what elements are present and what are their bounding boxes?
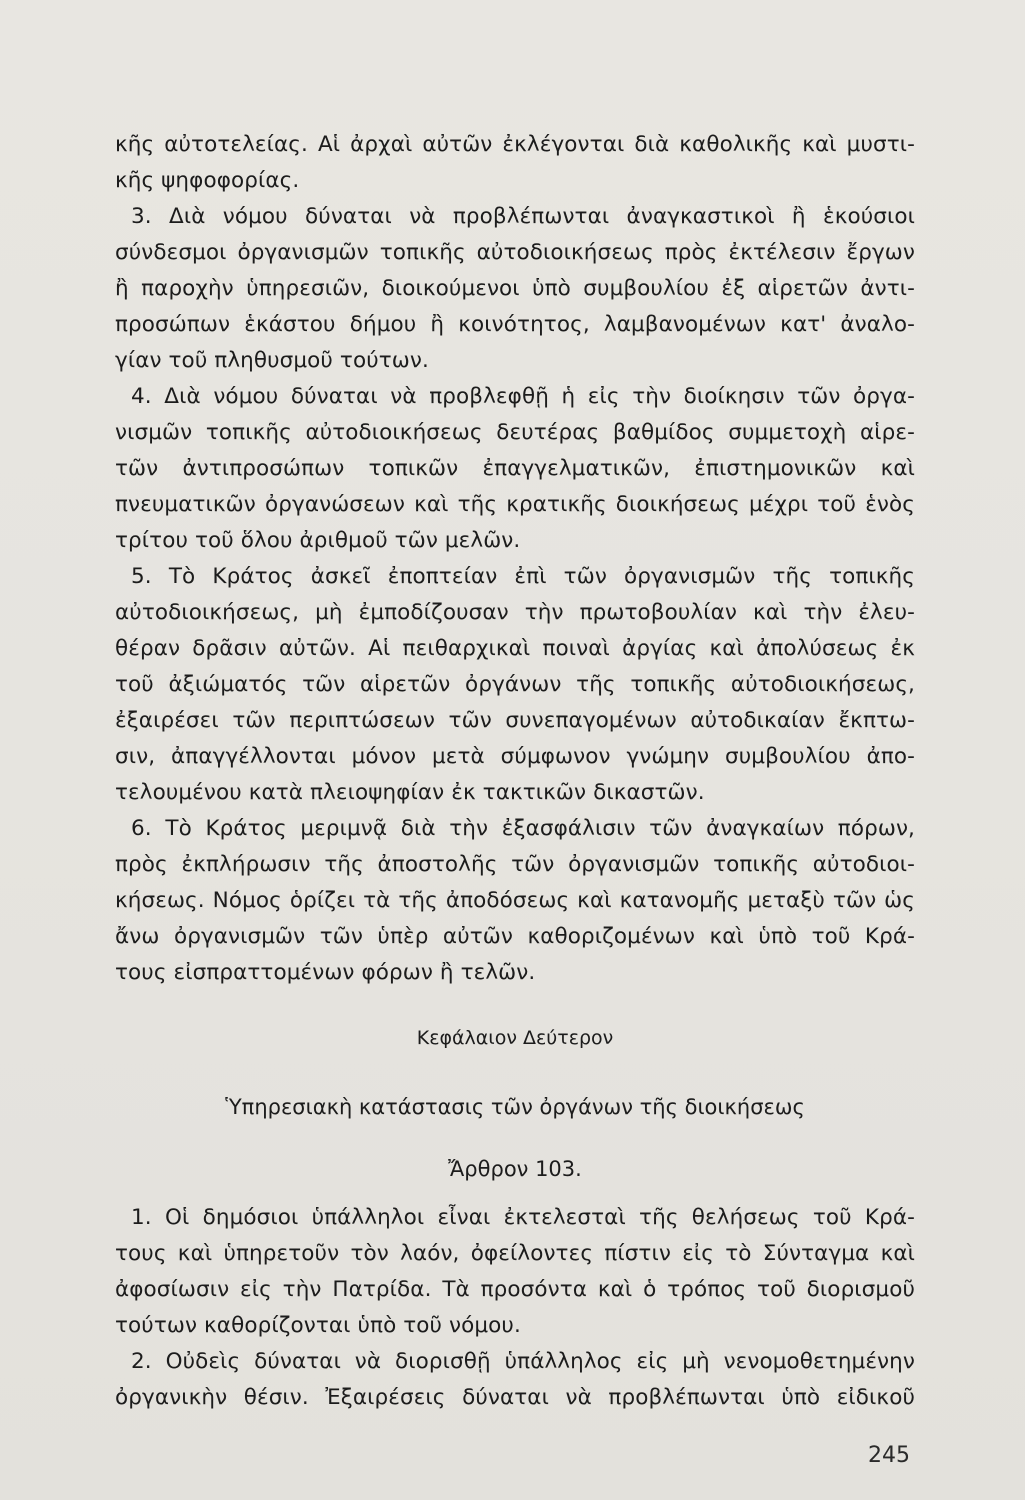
- text-line: κῆς ψηφοφορίας.: [115, 168, 300, 193]
- paragraph-3-line: γίαν τοῦ πληθυσμοῦ τούτων.: [115, 348, 429, 373]
- paragraph-4-line: τῶν ἀντιπροσώπων τοπικῶν ἐπαγγελματικῶν, ἐπιστημονικῶν καὶ: [115, 456, 915, 481]
- paragraph-5-line: τελουμένου κατὰ πλειοψηφίαν ἐκ τακτικῶν δικαστῶν.: [115, 780, 705, 805]
- paragraph-4-line: πνευματικῶν ὀργανώσεων καὶ τῆς κρατικῆς διοικήσεως μέχρι τοῦ ἑνὸς: [115, 492, 915, 517]
- paragraph-6-line: κήσεως. Νόμος ὁρίζει τὰ τῆς ἀποδόσεως καὶ κατανομῆς μεταξὺ τῶν ὡς: [115, 888, 915, 913]
- paragraph-5-line: σιν, ἀπαγγέλλονται μόνον μετὰ σύμφωνον γνώμην συμβουλίου ἀπο-: [115, 744, 915, 769]
- section-title: Ὑπηρεσιακὴ κατάστασις τῶν ὀργάνων τῆς διοικήσεως: [225, 1095, 805, 1119]
- chapter-heading: Κεφάλαιον Δεύτερον: [416, 1027, 614, 1049]
- paragraph-6-line: τους εἰσπραττομένων φόρων ἢ τελῶν.: [115, 960, 536, 985]
- paragraph-4-line: νισμῶν τοπικῆς αὐτοδιοικήσεως δευτέρας βαθμίδος συμμετοχὴ αἱρε-: [115, 420, 915, 445]
- article-paragraph-1-line: τούτων καθορίζονται ὑπὸ τοῦ νόμου.: [115, 1313, 521, 1338]
- article-paragraph-2-line: 2. Οὐδεὶς δύναται νὰ διορισθῇ ὑπάλληλος εἰς μὴ νενομοθετημένην: [131, 1349, 915, 1374]
- paragraph-3-line: προσώπων ἑκάστου δήμου ἢ κοινότητος, λαμβανομένων κατ' ἀναλο-: [115, 312, 915, 337]
- article-heading: Ἄρθρον 103.: [448, 1157, 582, 1181]
- paragraph-3-line: ἢ παροχὴν ὑπηρεσιῶν, διοικούμενοι ὑπὸ συμβουλίου ἐξ αἱρετῶν ἀντι-: [115, 276, 915, 301]
- paragraph-5-line: αὐτοδιοικήσεως, μὴ ἐμποδίζουσαν τὴν πρωτοβουλίαν καὶ τὴν ἐλευ-: [115, 600, 915, 625]
- paragraph-3-line: 3. Διὰ νόμου δύναται νὰ προβλέπωνται ἀναγκαστικοὶ ἢ ἑκούσιοι: [131, 204, 915, 229]
- page-number: 245: [868, 1443, 910, 1468]
- paragraph-5-line: ἐξαιρέσει τῶν περιπτώσεων τῶν συνεπαγομένων αὐτοδικαίαν ἔκπτω-: [115, 708, 915, 733]
- paragraph-6-line: 6. Τὸ Κράτος μεριμνᾷ διὰ τὴν ἐξασφάλισιν τῶν ἀναγκαίων πόρων,: [131, 816, 915, 841]
- paragraph-4-line: τρίτου τοῦ ὅλου ἀριθμοῦ τῶν μελῶν.: [115, 528, 521, 553]
- paragraph-5-line: τοῦ ἀξιώματός τῶν αἱρετῶν ὀργάνων τῆς τοπικῆς αὐτοδιοικήσεως,: [115, 672, 915, 697]
- paragraph-4-line: 4. Διὰ νόμου δύναται νὰ προβλεφθῇ ἡ εἰς τὴν διοίκησιν τῶν ὀργα-: [131, 384, 915, 409]
- article-103-body: [115, 1200, 915, 1416]
- article-paragraph-1-line: τους καὶ ὑπηρετοῦν τὸν λαόν, ὀφείλοντες πίστιν εἰς τὸ Σύνταγμα καὶ: [115, 1241, 915, 1266]
- article-paragraph-1-line: ἀφοσίωσιν εἰς τὴν Πατρίδα. Τὰ προσόντα καὶ ὁ τρόπος τοῦ διορισμοῦ: [115, 1277, 915, 1302]
- paragraph-5-line: θέραν δρᾶσιν αὐτῶν. Αἱ πειθαρχικαὶ ποιναὶ ἀργίας καὶ ἀπολύσεως ἐκ: [115, 636, 915, 661]
- paragraph-3-line: σύνδεσμοι ὀργανισμῶν τοπικῆς αὐτοδιοικήσεως πρὸς ἐκτέλεσιν ἔργων: [115, 240, 915, 265]
- article-paragraph-1-line: 1. Οἱ δημόσιοι ὑπάλληλοι εἶναι ἐκτελεσταὶ τῆς θελήσεως τοῦ Κρά-: [131, 1205, 915, 1230]
- paragraph-5-line: 5. Τὸ Κράτος ἀσκεῖ ἐποπτείαν ἐπὶ τῶν ὀργανισμῶν τῆς τοπικῆς: [131, 564, 915, 589]
- article-paragraph-2-line: ὀργανικὴν θέσιν. Ἐξαιρέσεις δύναται νὰ προβλέπωνται ὑπὸ εἰδικοῦ: [115, 1385, 915, 1410]
- paragraph-6-line: πρὸς ἐκπλήρωσιν τῆς ἀποστολῆς τῶν ὀργανισμῶν τοπικῆς αὐτοδιοι-: [115, 852, 915, 877]
- paragraph-6-line: ἄνω ὀργανισμῶν τῶν ὑπὲρ αὐτῶν καθοριζομένων καὶ ὑπὸ τοῦ Κρά-: [115, 924, 915, 949]
- article-body-continued: [115, 127, 915, 991]
- text-line: κῆς αὐτοτελείας. Αἱ ἀρχαὶ αὐτῶν ἐκλέγονται διὰ καθολικῆς καὶ μυστι-: [115, 132, 915, 157]
